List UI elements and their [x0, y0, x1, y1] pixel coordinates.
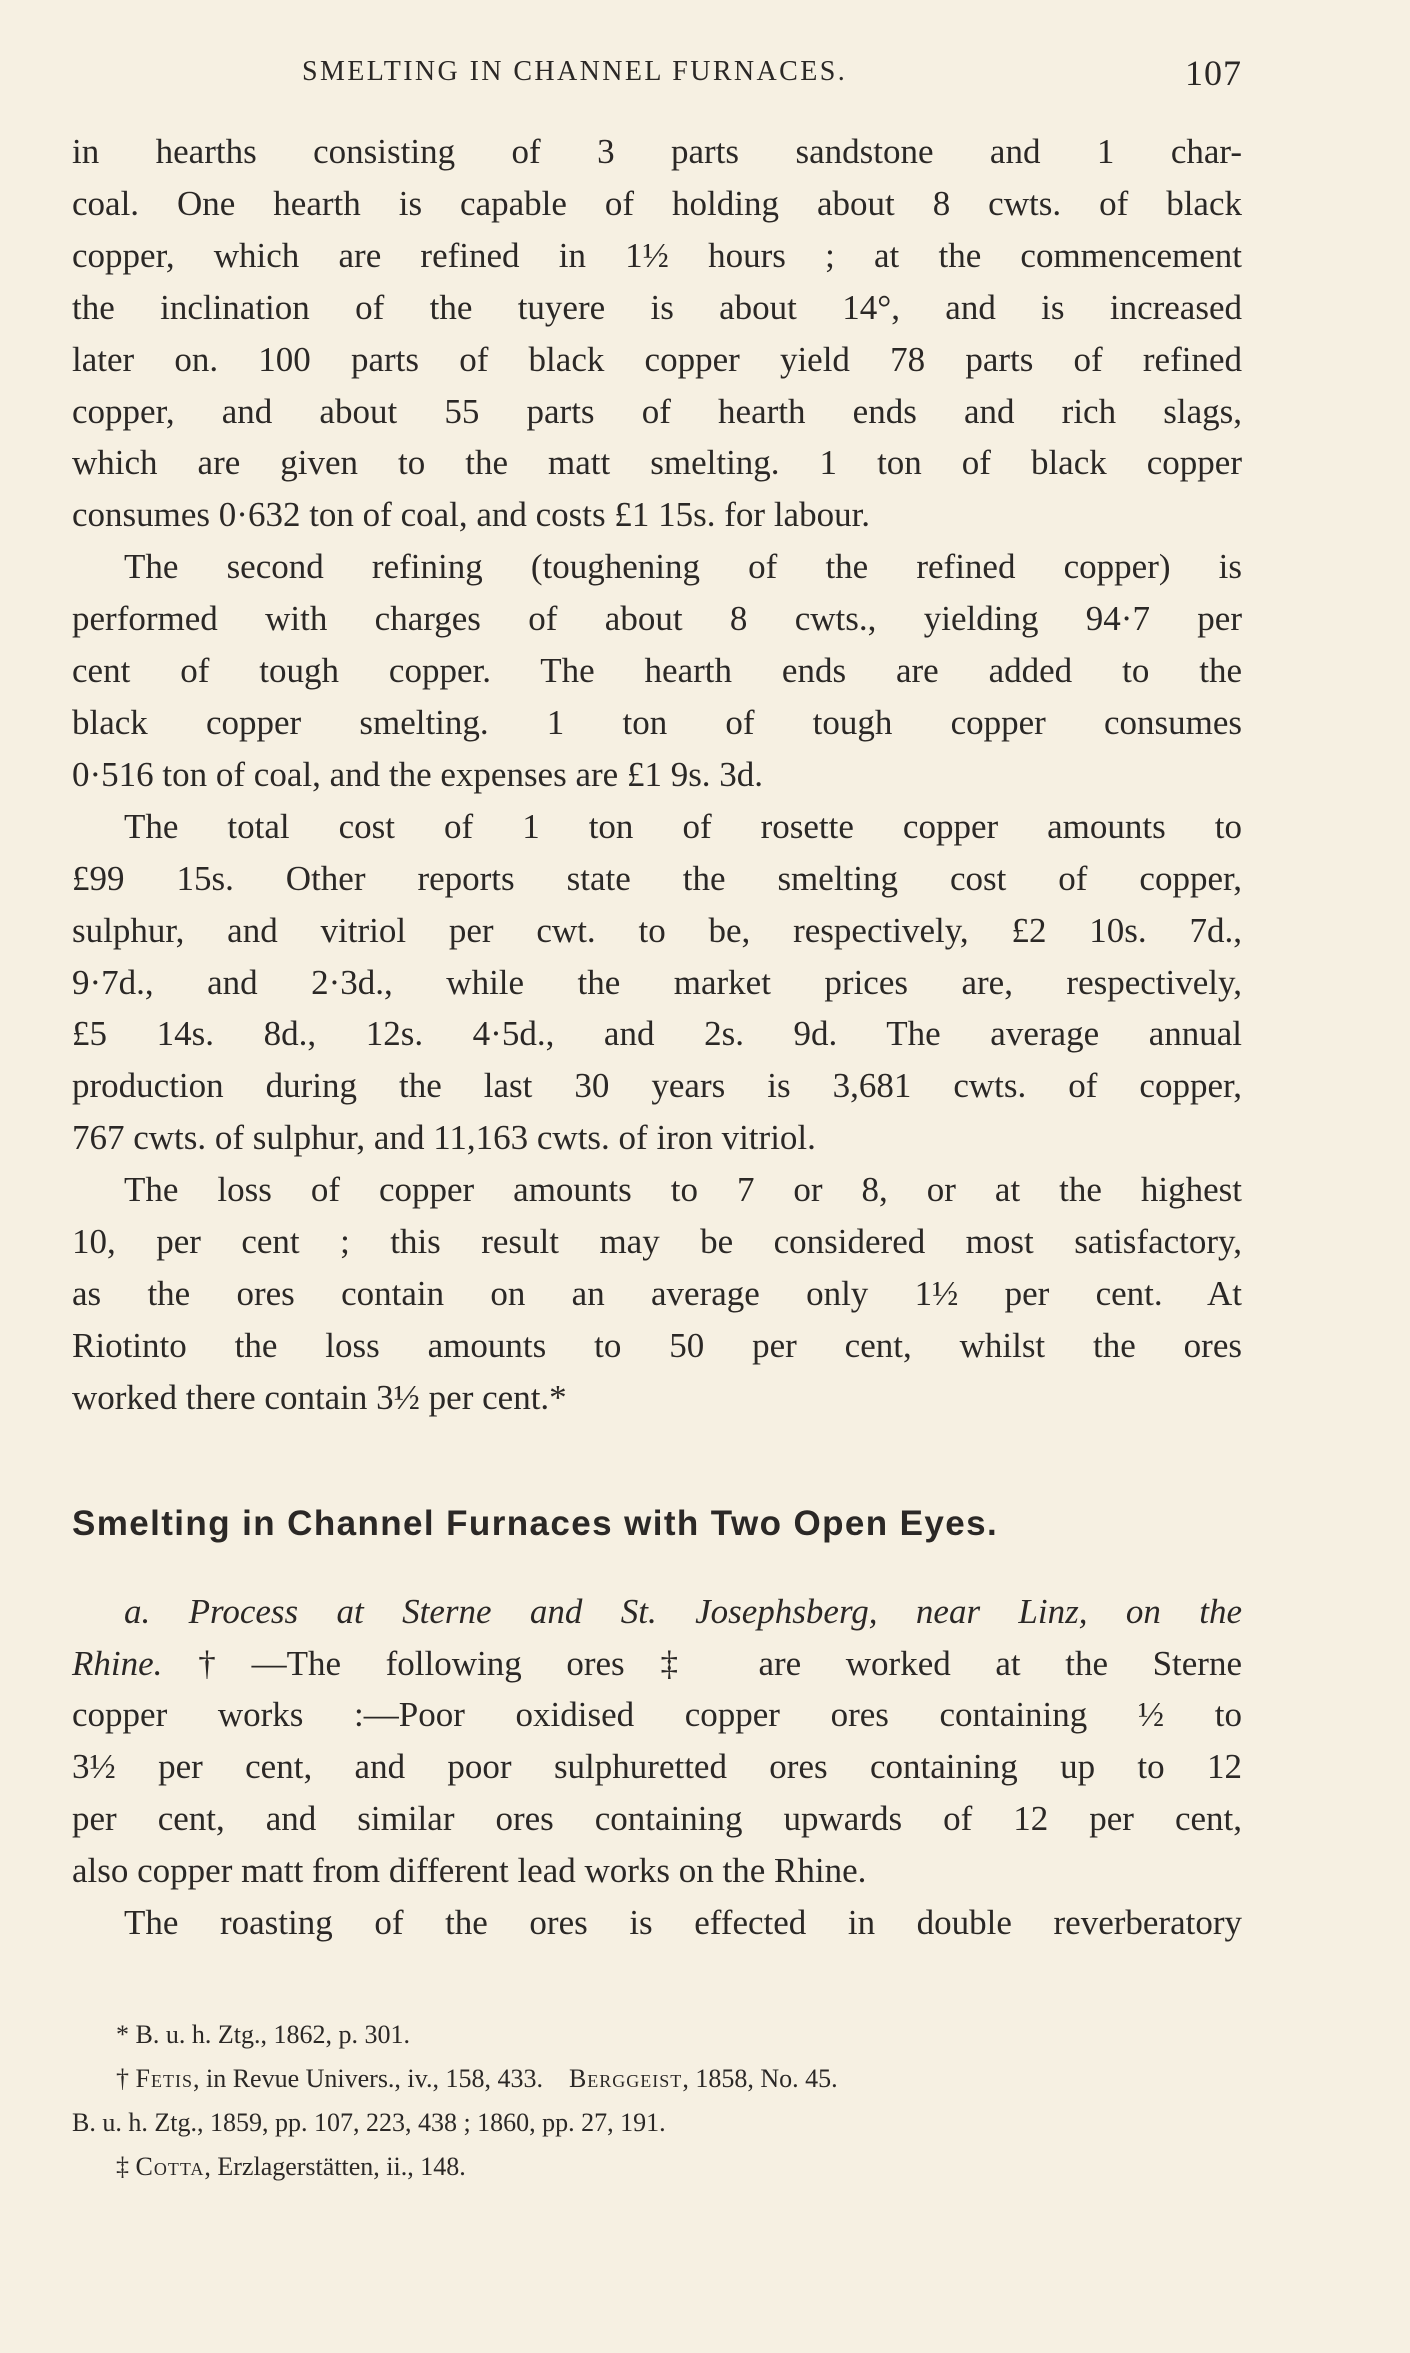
page-number: 107 — [1185, 53, 1242, 93]
text-line: 767 cwts. of sulphur, and 11,163 cwts. of iron vitriol. — [72, 1118, 816, 1158]
text-line: per cent, and similar ores containing upwards of 12 per cent, — [72, 1799, 1242, 1839]
text-line: performed with charges of about 8 cwts., yielding 94·7 per — [72, 599, 1242, 639]
text-line: black copper smelting. 1 ton of tough copper consumes — [72, 702, 1242, 742]
text-line: copper, which are refined in 1½ hours ; at the commencement — [72, 235, 1242, 275]
text-line: 0·516 ton of coal, and the expenses are £1 9s. 3d. — [72, 754, 764, 794]
text-line: as the ores contain on an average only 1½ per cent. At — [72, 1273, 1242, 1313]
text-line: 9·7d., and 2·3d., while the market prices are, respectively, — [72, 962, 1242, 1002]
text-line: Riotinto the loss amounts to 50 per cent, whilst the ores — [72, 1325, 1242, 1365]
text-line: sulphur, and vitriol per cwt. to be, respectively, £2 10s. 7d., — [72, 910, 1242, 950]
footnote-text: , Erzlagerstätten, ii., 148. — [204, 2152, 466, 2181]
text-line: which are given to the matt smelting. 1 ton of black copper — [72, 443, 1242, 483]
paragraph-refining-hearths — [72, 126, 1242, 541]
footnote-mark: ‡ — [116, 2152, 129, 2181]
text-line: The second refining (toughening of the refined copper) is — [124, 547, 1242, 587]
text-line: the inclination of the tuyere is about 14°, and is increased — [72, 287, 1242, 327]
footnote-continuation: B. u. h. Ztg., 1859, pp. 107, 223, 438 ; 1860, pp. 27, 191. — [72, 2108, 666, 2137]
footnote-mark: † — [116, 2064, 129, 2093]
paragraph-second-refining — [72, 541, 1242, 801]
text-line: production during the last 30 years is 3,681 cwts. of copper, — [72, 1066, 1242, 1106]
text-line: cent of tough copper. The hearth ends are added to the — [72, 651, 1242, 691]
section-heading: Smelting in Channel Furnaces with Two Open Eyes. — [72, 1503, 999, 1543]
footnote-text: , in Revue Univers., iv., 158, 433. — [192, 2064, 543, 2093]
text-line: £99 15s. Other reports state the smelting cost of copper, — [72, 858, 1242, 898]
section-gap — [72, 1550, 1242, 1586]
text-line — [72, 1638, 1242, 1690]
text-line: coal. One hearth is capable of holding about 8 cwts. of black — [72, 183, 1242, 223]
text-line: also copper matt from different lead works on the Rhine. — [72, 1851, 867, 1891]
text-line: The roasting of the ores is effected in double reverberatory — [124, 1903, 1242, 1943]
footnote-author: Cotta — [135, 2152, 205, 2181]
body-text — [72, 126, 1242, 1949]
footnote — [72, 2057, 1242, 2101]
text-line: consumes 0·632 ton of coal, and costs £1 15s. for labour. — [72, 495, 871, 535]
subsection-title: a. Process at Sterne and St. Josephsberg, near Linz, on the — [124, 1591, 1242, 1631]
text-line-rest: †—The following ores‡ are worked at the Sterne — [162, 1643, 1242, 1683]
running-head-title: SMELTING IN CHANNEL FURNACES. — [302, 56, 848, 87]
text-line: later on. 100 parts of black copper yield 78 parts of refined — [72, 339, 1242, 379]
text-line: copper works :—Poor oxidised copper ores containing ½ to — [72, 1695, 1242, 1735]
text-line: worked there contain 3½ per cent.* — [72, 1377, 567, 1417]
paragraph-sterne-process — [72, 1586, 1242, 1897]
text-line: in hearths consisting of 3 parts sandstone and 1 char- — [72, 132, 1242, 171]
text-line: £5 14s. 8d., 12s. 4·5d., and 2s. 9d. The average annual — [72, 1014, 1242, 1054]
paragraph-total-cost — [72, 801, 1242, 1164]
paragraph-copper-loss — [72, 1164, 1242, 1424]
footnote: * B. u. h. Ztg., 1862, p. 301. — [116, 2020, 410, 2049]
running-head — [72, 52, 1242, 102]
subsection-title-end: Rhine. — [72, 1643, 163, 1683]
text-line: The total cost of 1 ton of rosette copper amounts to — [124, 806, 1242, 846]
text-line: 10, per cent ; this result may be considered most satisfactory, — [72, 1222, 1242, 1262]
footnote-text: , 1858, No. 45. — [682, 2064, 838, 2093]
text-line: copper, and about 55 parts of hearth ends and rich slags, — [72, 391, 1242, 431]
footnote — [72, 2145, 1242, 2189]
paragraph-roasting — [72, 1897, 1242, 1949]
text-line: The loss of copper amounts to 7 or 8, or at the highest — [124, 1170, 1242, 1210]
footnote-author: Fetis — [135, 2064, 193, 2093]
footnotes — [72, 2013, 1242, 2189]
text-line: 3½ per cent, and poor sulphuretted ores containing up to 12 — [72, 1747, 1242, 1787]
footnote-author: Berggeist — [568, 2064, 683, 2093]
